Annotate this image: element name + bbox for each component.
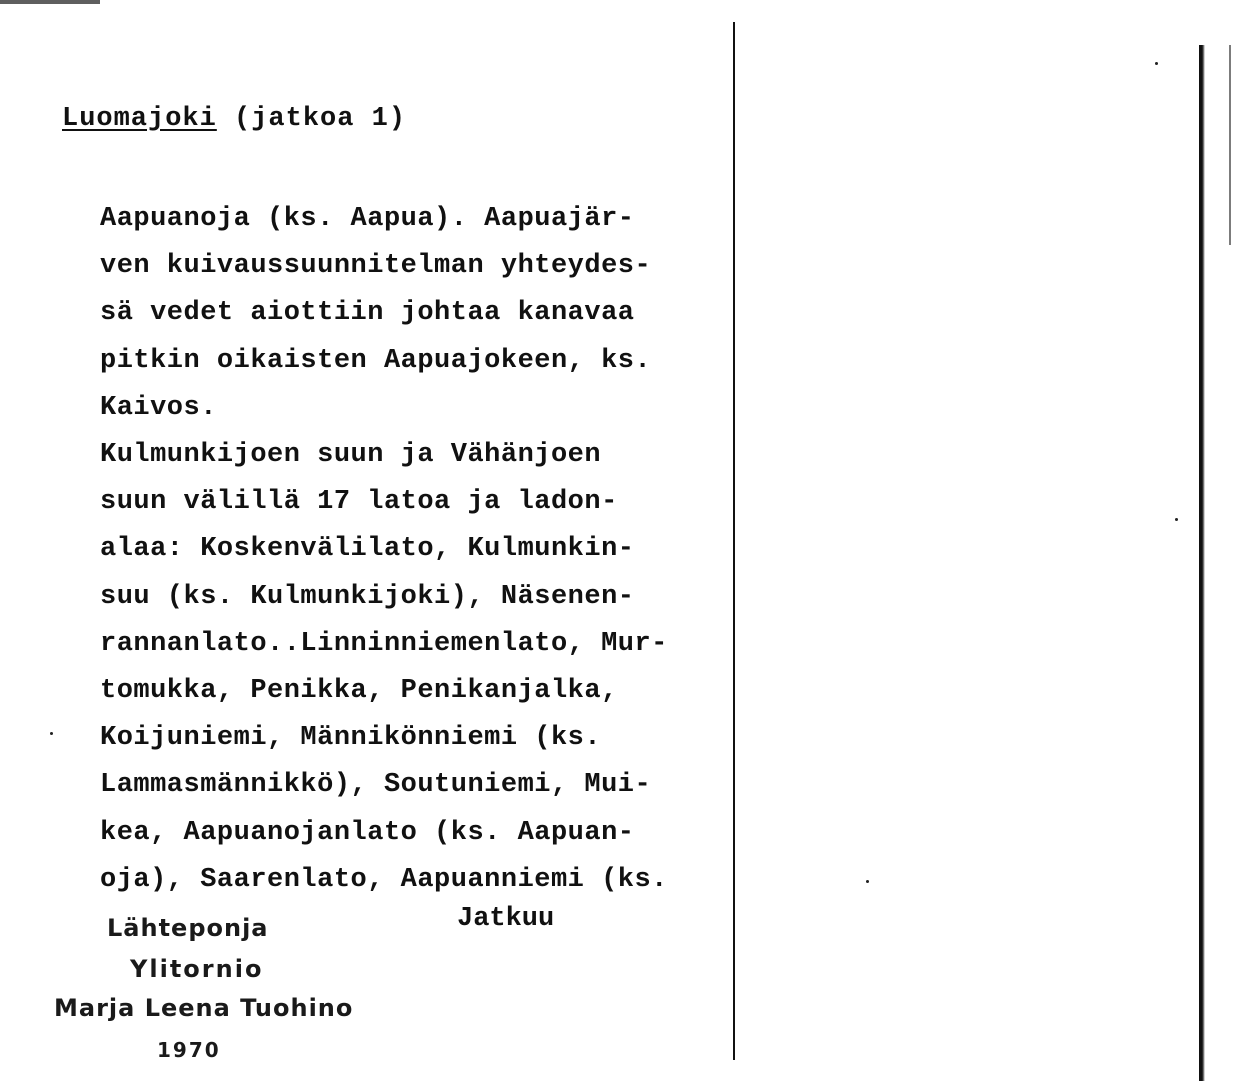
- stamp-source-village: Lähteponja: [107, 914, 269, 942]
- body-line: alaa: Koskenvälilato, Kulmunkin-: [100, 534, 635, 565]
- body-line: tomukka, Penikka, Penikanjalka,: [100, 676, 618, 707]
- continues-label: Jatkuu: [457, 904, 555, 934]
- card-edge-mark: [1229, 45, 1231, 245]
- body-line: Koijuniemi, Männikönniemi (ks.: [100, 723, 602, 754]
- body-line: Lammasmännikkö), Soutuniemi, Mui-: [100, 770, 652, 801]
- body-line: Kaivos.: [100, 392, 217, 423]
- card-body: [100, 196, 740, 904]
- heading-place-name: Luomajoki: [62, 104, 217, 134]
- heading-continuation-note: (jatkoa 1): [216, 104, 407, 134]
- card-edge-line: [1199, 45, 1205, 1081]
- scan-speck: [866, 880, 869, 883]
- body-line: suu (ks. Kulmunkijoki), Näsenen-: [100, 581, 635, 612]
- stamp-collector-name: Marja Leena Tuohino: [54, 994, 354, 1022]
- scan-smudge: [0, 0, 100, 4]
- body-line: Aapuanoja (ks. Aapua). Aapuajär-: [100, 204, 635, 234]
- body-line: sä vedet aiottiin johtaa kanavaa: [100, 298, 635, 329]
- scan-speck: [1175, 518, 1178, 521]
- stamp-year: 1970: [157, 1038, 221, 1060]
- stamp-municipality: Ylitornio: [130, 955, 264, 983]
- scan-speck: [50, 732, 53, 735]
- card-heading: [62, 104, 406, 134]
- scan-speck: [1155, 62, 1158, 65]
- body-line: kea, Aapuanojanlato (ks. Aapuan-: [100, 817, 635, 848]
- body-line: Kulmunkijoen suun ja Vähänjoen: [100, 440, 602, 471]
- body-line: pitkin oikaisten Aapuajokeen, ks.: [100, 345, 652, 376]
- body-line: suun välillä 17 latoa ja ladon-: [100, 487, 618, 518]
- body-line: rannanlato..Linninniemenlato, Mur-: [100, 628, 668, 659]
- body-line: ven kuivaussuunnitelman yhteydes-: [100, 251, 652, 282]
- body-line: oja), Saarenlato, Aapuanniemi (ks.: [100, 864, 668, 895]
